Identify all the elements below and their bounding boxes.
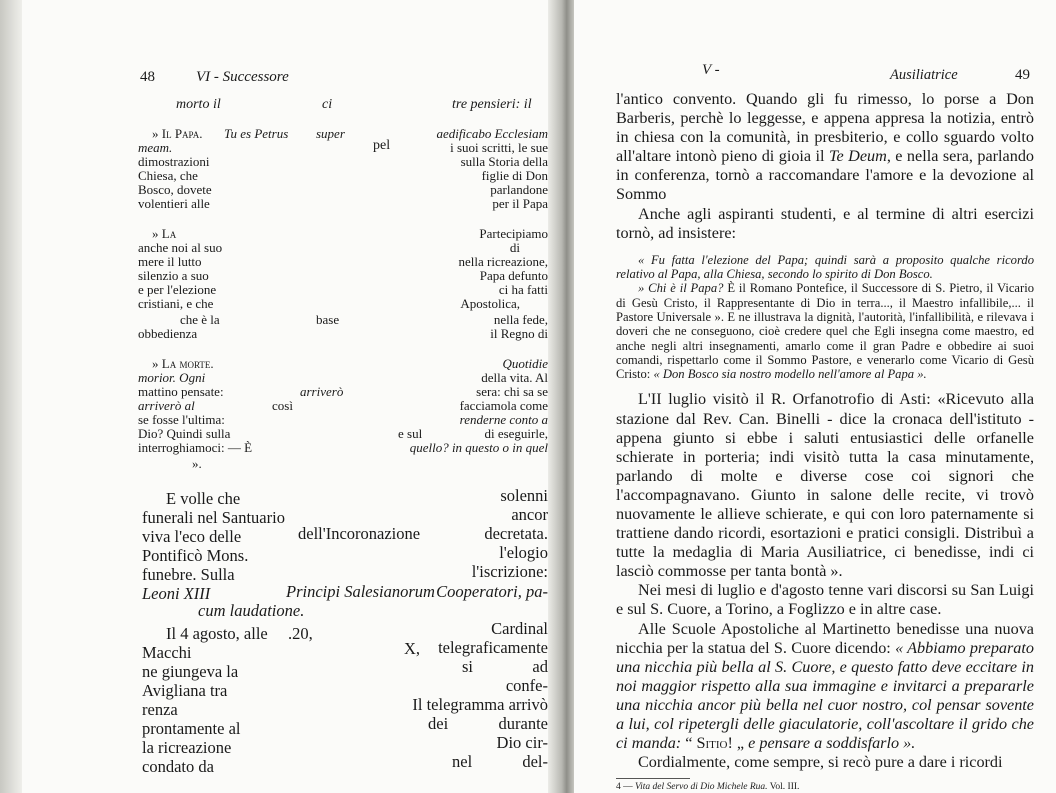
fragment: confe-: [505, 676, 548, 695]
fragment: nel: [452, 752, 473, 771]
fragment: ancor: [511, 505, 548, 524]
fragment: che è la: [180, 312, 220, 327]
fragment: interroghiamoci: — È: [138, 440, 253, 455]
fragment: Leoni XIII: [142, 584, 211, 603]
fragment: si: [462, 657, 474, 676]
fragment: E volle che: [166, 489, 241, 508]
fragment: » La: [152, 226, 177, 241]
fragment: base: [316, 312, 340, 327]
fragment: condato da: [142, 757, 214, 776]
fragment: parlandone: [490, 182, 548, 197]
fragment: Dio cir-: [496, 733, 548, 752]
fragment: prontamente al: [142, 719, 241, 738]
fragment: solenni: [500, 486, 548, 505]
running-head-right: Ausiliatrice: [890, 67, 958, 83]
fragment: renderne conto a: [459, 412, 548, 427]
fragment: così: [272, 398, 293, 413]
fragment: Principi Salesianorum: [286, 582, 435, 601]
fragment: Cooperatori, pa-: [436, 582, 548, 601]
right-page: [574, 0, 1056, 793]
fragment: Pontificò Mons.: [142, 546, 249, 565]
fragment: ad: [532, 657, 548, 676]
fragment: Apostolica,: [460, 296, 520, 311]
fragment: di: [509, 240, 520, 255]
fragment: l'iscrizione:: [471, 562, 548, 581]
fragment: Papa defunto: [479, 268, 548, 283]
fragment: Quotidie: [502, 356, 548, 371]
fragment: volentieri alle: [138, 196, 210, 211]
fragment: funerali nel Santuario: [142, 508, 285, 527]
fragment: Cardinal: [491, 619, 548, 638]
fragment: aedificabo Ecclesiam: [436, 126, 548, 141]
fragment: Avigliana tra: [142, 681, 228, 700]
fragment: Macchi: [142, 643, 192, 662]
fragment: Dio? Quindi sulla: [138, 426, 231, 441]
page-number-right: 49: [1015, 67, 1030, 83]
fragment: la ricreazione: [142, 738, 232, 757]
quoted-block: « Fu fatta l'elezione del Papa; quindi sarà a proposito qualche ricordo relativo al Papa, alla Chiesa, secondo lo spirito di Don Bosco. » Chi è il Papa? È il Romano Pontefice, il Successore di S. Pietro, il Vicario di Gesù Cristo, il Rappresentante di Dio in terra..., il Maestro infallibile,... il Pastore Universale ». E ne illustrava la dignità, l'autorità, l'infallibilità, e rilevava i doveri che ne conseguono, cioè credere quel che Egli insegna come maestro, ed anche negli altri insegnamenti, amarlo come il gran Padre e obbedire ai suoi comandi, rispettarlo come il Sommo Pastore, e venerarlo come Vicario di Gesù Cristo: « Don Bosco sia nostro modello nell'amore al Papa ».: [616, 252, 1035, 382]
fragment: funebre. Sulla: [142, 565, 235, 584]
fragment: » La morte.: [152, 356, 214, 371]
fragment: Bosco, dovete: [138, 182, 212, 197]
fragment: arriverò al: [138, 398, 195, 413]
fragment: dimostrazioni: [138, 154, 210, 169]
page-edge-shadow: [0, 0, 22, 793]
footnote: 4 — Vita del Servo di Dio Michele Rua. Vol. III.: [616, 782, 800, 793]
fragment: anche noi al suo: [138, 240, 223, 255]
fragment: della vita. Al: [481, 370, 548, 385]
fragment: X,: [404, 639, 421, 658]
fragment: telegraficamente: [438, 638, 548, 657]
fragment: morto il: [176, 97, 221, 112]
fragment: l'elogio: [499, 543, 548, 562]
fragment: pel: [373, 138, 391, 153]
fragment: sulla Storia della: [460, 154, 548, 169]
right-text-column: [616, 90, 1034, 793]
fragment: Tu es Petrus: [224, 126, 289, 141]
fragment: il Regno di: [490, 326, 548, 341]
fragment: ci ha fatti: [498, 282, 548, 297]
fragment: durante: [498, 714, 548, 733]
fragment: » Il Papa.: [152, 126, 203, 141]
fragment: per il Papa: [492, 196, 548, 211]
fragment: obbedienza: [138, 326, 198, 341]
fragment: quello? in questo o in quel: [409, 440, 548, 455]
fragment: viva l'eco delle: [142, 527, 242, 546]
fragment: mattino pensate:: [138, 384, 224, 399]
paragraph: l'antico convento. Quando gli fu rimesso, lo porse a Don Barberis, perchè lo leggesse, e appena appresa la notizia, entrò in chiesa con la comunità, in presbiterio, e collo sguardo volto all'altare intonò pieno di gioia il Te Deum, e nella sera, parlando in conferenza, tornò a raccomandare l'amore e la devozione al Sommo Anche agli aspiranti studenti, e al termine di altri esercizi tornò, ad insistere:: [616, 90, 1035, 242]
fragment: decretata.: [484, 524, 548, 543]
fragment: renza: [142, 700, 178, 719]
fragment: nella ricreazione,: [458, 254, 548, 269]
fragment: morior. Ogni: [138, 370, 206, 385]
fragment: mere il lutto: [138, 254, 202, 269]
fragment: Il telegramma arrivò: [412, 695, 548, 714]
footnote-rule: [616, 778, 690, 779]
fragment: nella fede,: [493, 312, 548, 327]
fragment: dell'Incoronazione: [298, 524, 421, 543]
fragment: del-: [522, 752, 548, 771]
fragment: Chiesa, che: [138, 168, 198, 183]
running-head-left: VI - Successore: [196, 69, 289, 85]
page-number-left: 48: [140, 69, 155, 85]
paragraph: L'II luglio visitò il R. Orfanotrofio di Asti: «Ricevuto alla stazione dal Rev. Can. Binelli - dice la cronaca dell'istituto - appena giunto si ebbe i saluti entusiastici delle orfanelle schierate in porteria; indi visitò tutta la casa minutamente, parlando di molte e diverse cose coi signori che l'accompagnavano. Giunto in salone delle recite, vi trovò nuovamente le allieve schierate, e qui con loro paternamente si trattiene dando ricordi, esortazioni e pratici consigli. Distribuì a tutte la medaglia di Maria Ausiliatrice, ci benedisse, indi ci lasciò commosse per tanta bontà ». Nei mesi di luglio e d'agosto tenne vari discorsi su San Luigi e sul S. Cuore, a Torino, a Foglizzo e in altre case. Alle Scuole Apostoliche al Martinetto benedisse una nuova nicchia per la statua del S. Cuore dicendo: « Abbiamo preparato una nicchia più bella al S. Cuore, e questo fatto deve eccitare in noi maggior rispetto alla sua immagine e invitarci a prepararle una nicchia ancor più bella nel cuor nostro, col pensar sovente a lui, col ripetergli delle giaculatorie, coll'ascoltare il grido che ci manda: “ Sitio! „ e pensare a soddisfarlo ». Cordialmente, come sempre, si recò pure a dare i ricordi: [616, 390, 1035, 772]
fragment: e per l'elezione: [138, 282, 217, 297]
fragment: facciamola come: [459, 398, 548, 413]
fragment: .20,: [288, 624, 313, 643]
fragment: sera: chi sa se: [476, 384, 548, 399]
fragment: se fosse l'ultima:: [138, 412, 225, 427]
running-left-right-page: V -: [702, 62, 720, 78]
fragment: cristiani, e che: [138, 296, 214, 311]
fragment: ci: [322, 97, 333, 112]
fragment: i suoi scritti, le sue: [450, 140, 548, 155]
fragment: di eseguirle,: [484, 426, 548, 441]
fragment: figlie di Don: [481, 168, 548, 183]
fragment: ne giungeva la: [142, 662, 239, 681]
fragment: meam.: [138, 140, 173, 155]
fragment: cum laudatione.: [198, 601, 305, 620]
fragment: Partecipiamo: [479, 226, 548, 241]
fragment: tre pensieri: il: [452, 97, 532, 112]
fragment: dei: [428, 714, 449, 733]
fragment: arriverò: [300, 384, 344, 399]
fragment: e sul: [398, 426, 423, 441]
fragment: ».: [192, 456, 202, 471]
fragment: super: [316, 126, 345, 141]
fragment: Il 4 agosto, alle: [166, 624, 268, 643]
fragment: silenzio a suo: [138, 268, 209, 283]
